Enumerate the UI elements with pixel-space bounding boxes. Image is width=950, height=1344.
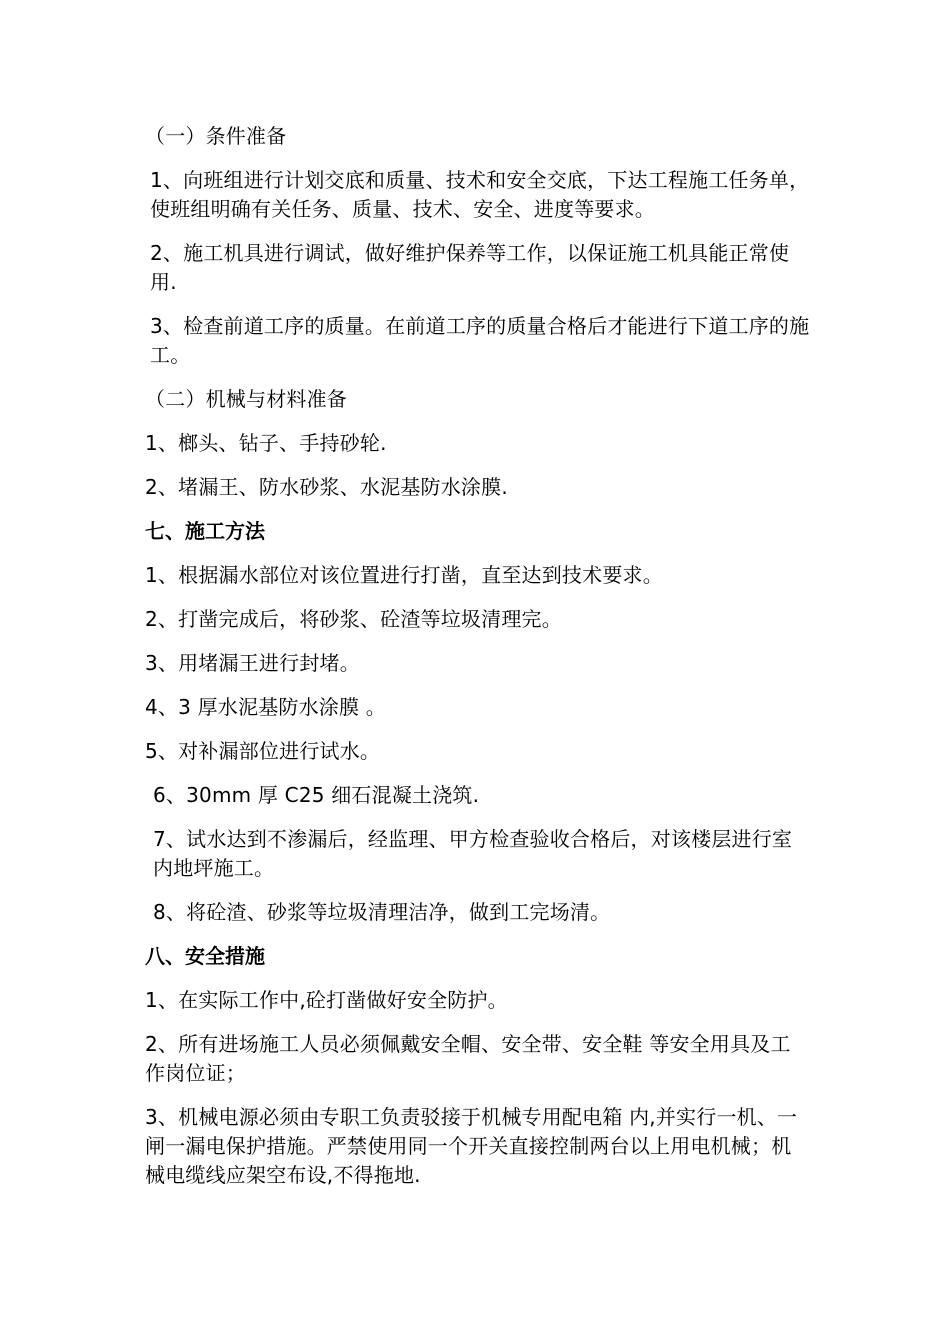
paragraph: 2、所有进场施工人员必须佩戴安全帽、安全带、安全鞋 等安全用具及工作岗位证；	[145, 1032, 791, 1085]
paragraph: 3、用堵漏王进行封堵。	[145, 651, 360, 675]
paragraph: 3、机械电源必须由专职工负责驳接于机械专用配电箱 内,并实行一机、一闸一漏电保护措施。严禁使用同一个开关直接控制两台以上用电机械；机械电缆线应架空布设,不得拖地.	[145, 1105, 798, 1187]
paragraph: 1、根据漏水部位对该位置进行打凿，直至达到技术要求。	[145, 563, 663, 587]
paragraph: 2、堵漏王、防水砂浆、水泥基防水涂膜.	[145, 475, 508, 499]
chapter-heading-safety-measures: 八、安全措施	[145, 944, 265, 968]
document-body	[145, 122, 810, 1205]
paragraph: 1、榔头、钻子、手持砂轮.	[145, 431, 387, 455]
paragraph: 2、施工机具进行调试，做好维护保养等工作，以保证施工机具能正常使用.	[150, 241, 790, 294]
section-heading-conditions: （一）条件准备	[145, 124, 287, 148]
paragraph: 8、将砼渣、砂浆等垃圾清理洁净，做到工完场清。	[153, 900, 611, 924]
paragraph: 7、试水达到不渗漏后，经监理、甲方检查验收合格后，对该楼层进行室内地坪施工。	[153, 827, 793, 880]
paragraph: 3、检查前道工序的质量。在前道工序的质量合格后才能进行下道工序的施工。	[150, 314, 810, 367]
paragraph: 4、3 厚水泥基防水涂膜 。	[145, 695, 386, 719]
paragraph: 1、向班组进行计划交底和质量、技术和安全交底，下达工程施工任务单，使班组明确有关任务、质量、技术、安全、进度等要求。	[150, 168, 810, 221]
chapter-heading-construction-method: 七、施工方法	[145, 519, 265, 543]
paragraph: 5、对补漏部位进行试水。	[145, 739, 381, 763]
paragraph: 6、30mm 厚 C25 细石混凝土浇筑.	[153, 783, 480, 807]
paragraph: 2、打凿完成后，将砂浆、砼渣等垃圾清理完。	[145, 607, 562, 631]
paragraph: 1、在实际工作中,砼打凿做好安全防护。	[145, 988, 508, 1012]
section-heading-materials: （二）机械与材料准备	[145, 387, 347, 411]
